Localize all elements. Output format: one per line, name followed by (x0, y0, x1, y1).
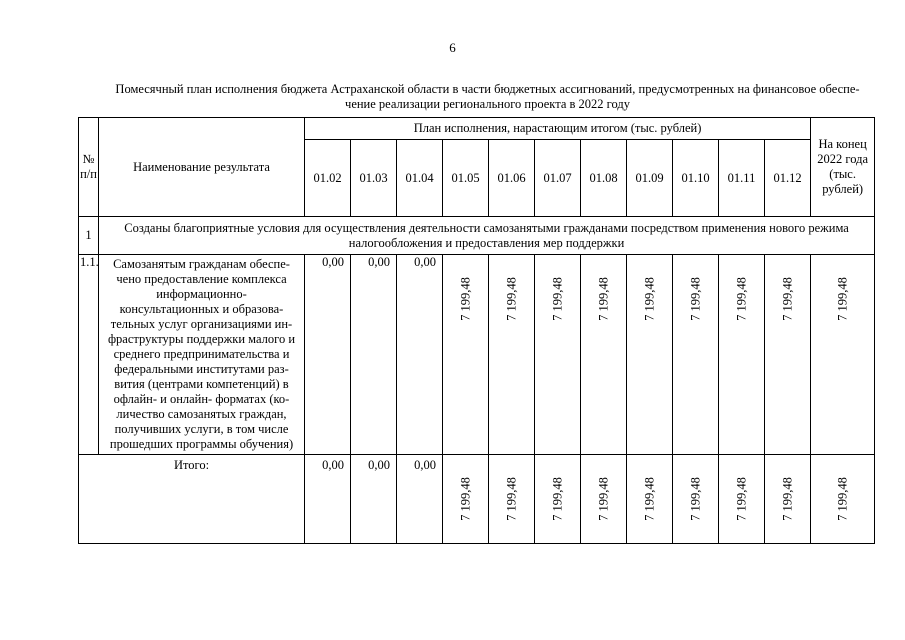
month-header: 01.06 (489, 140, 535, 217)
value-cell: 7 199,48 (581, 255, 627, 455)
month-header: 01.08 (581, 140, 627, 217)
total-value-cell: 0,00 (305, 455, 351, 544)
total-value-cell: 0,00 (397, 455, 443, 544)
page-number: 6 (449, 40, 456, 55)
value-cell: 0,00 (305, 255, 351, 455)
month-header: 01.03 (351, 140, 397, 217)
month-header: 01.10 (673, 140, 719, 217)
month-header: 01.11 (719, 140, 765, 217)
month-header: 01.12 (765, 140, 811, 217)
row-num: 1.1. (79, 255, 99, 455)
document-title (100, 82, 875, 112)
value-cell: 7 199,48 (627, 255, 673, 455)
total-value-cell: 0,00 (351, 455, 397, 544)
value-cell: 0,00 (351, 255, 397, 455)
table-row (79, 255, 875, 455)
value-cell: 7 199,48 (673, 255, 719, 455)
header-num: № п/п (79, 118, 99, 217)
value-cell: 7 199,48 (719, 255, 765, 455)
total-end-value-cell: 7 199,48 (811, 455, 875, 544)
header-name: Наименование результата (99, 118, 305, 217)
value-cell: 7 199,48 (535, 255, 581, 455)
value-cell: 7 199,48 (765, 255, 811, 455)
total-value-cell: 7 199,48 (535, 455, 581, 544)
row-name: Самозанятым гражданам обеспе- чено предоставление комплекса информационно- консультационных и образова- тельных услуг организациями ин- фраструктуры поддержки малого и среднего предпринимательства и федеральными институтами раз- вития (центрами компетенций) в офлайн- и онлайн- форматах (ко- личество самозанятых граждан, получивших услуги, в том числе прошедших программы обучения) (99, 255, 305, 455)
total-value-cell: 7 199,48 (627, 455, 673, 544)
total-value-cell: 7 199,48 (719, 455, 765, 544)
value-cell: 7 199,48 (489, 255, 535, 455)
total-value-cell: 7 199,48 (765, 455, 811, 544)
total-row (79, 455, 875, 544)
section-text: Созданы благоприятные условия для осуществления деятельности самозанятыми гражданами посредством применения нового режима налогообложения и предоставления мер поддержки (99, 217, 875, 255)
section-num: 1 (79, 217, 99, 255)
title-line-2: чение реализации регионального проекта в 2022 году (345, 97, 630, 111)
value-cell: 7 199,48 (443, 255, 489, 455)
total-label: Итого: (79, 455, 305, 544)
month-header: 01.05 (443, 140, 489, 217)
month-header: 01.02 (305, 140, 351, 217)
header-plan-group: План исполнения, нарастающим итогом (тыс. рублей) (305, 118, 811, 140)
total-value-cell: 7 199,48 (581, 455, 627, 544)
title-line-1: Помесячный план исполнения бюджета Астраханской области в части бюджетных ассигнований, предусмотренных на финансовое обеспе- (115, 82, 860, 96)
month-header: 01.07 (535, 140, 581, 217)
section-row (79, 217, 875, 255)
value-cell: 0,00 (397, 255, 443, 455)
total-value-cell: 7 199,48 (443, 455, 489, 544)
budget-table (78, 117, 875, 544)
header-end-of-year: На конец 2022 года (тыс. рублей) (811, 118, 875, 217)
end-value-cell: 7 199,48 (811, 255, 875, 455)
total-value-cell: 7 199,48 (673, 455, 719, 544)
total-value-cell: 7 199,48 (489, 455, 535, 544)
month-header: 01.04 (397, 140, 443, 217)
month-header: 01.09 (627, 140, 673, 217)
